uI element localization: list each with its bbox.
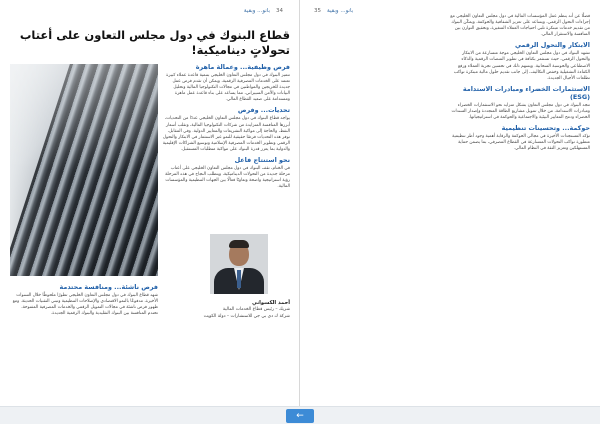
- section-paragraph: في الختام، تقف البنوك في دول مجلس التعاون الخليجي على أعتاب مرحلة جديدة من التحولات الديناميكية، ويتطلب النجاح في هذه المرحلة رؤية استراتيجية واضحة وتعاونًا فعالًا بين الجهات التنظيمية والمؤسسات المالية.: [165, 166, 290, 190]
- author-role: شريك – رئيس قطاع الخدمات المالية: [222, 307, 290, 312]
- left-page-header: [200, 5, 289, 17]
- section-heading: نحو استنتاج فاعل: [234, 156, 290, 165]
- arrow-left-icon: ←: [296, 411, 304, 421]
- page-number: 35: [314, 8, 321, 14]
- author-name: أحمد الكسواني: [251, 300, 290, 306]
- previous-page-button[interactable]: [286, 409, 314, 423]
- section-paragraph: تؤكد المستجدات الأخيرة في مجالي الحوكمة والرقابة أهمية وجود أطر تنظيمية متطورة تواكب التحولات المتسارعة في القطاع المصرفي، بما يضمن حماية المستهلكين وتعزيز الثقة في النظام المالي.: [452, 134, 590, 152]
- author-company: شركة ك دي بي جي للاستشارات – دولة الكويت: [203, 313, 290, 319]
- section-heading: فرص وظيفية... وعمالة ماهرة: [195, 63, 290, 71]
- section-paragraph: تشهد البنوك في دول مجلس التعاون الخليجي موجة متسارعة من الابتكار والتحول الرقمي، حيث تستثمر بكثافة في تطوير المنصات الرقمية والذكاء الاصطناعي والحوسبة السحابية. ويسهم ذلك في تحسين تجربة العملاء ورفع الكفاءة التشغيلية وخفض التكاليف، إلى جانب تقديم حلول مالية مبتكرة تواكب تطلعات الأجيال الجديدة.: [453, 51, 590, 81]
- section-paragraph: تتجه البنوك في دول مجلس التعاون بشكل متزايد نحو الاستثمارات الخضراء ومبادرات الاستدامة، من خلال تمويل مشاريع الطاقة المتجددة وإصدار السندات الخضراء ودمج المعايير البيئية والاجتماعية والحوكمة في استراتيجياتها.: [451, 102, 590, 121]
- left-page-lower-column: [10, 280, 158, 319]
- section-heading: فرص ناشئة... ومنافسة محتدمة: [59, 283, 158, 291]
- author-portrait: [210, 234, 268, 294]
- section-paragraph: شهد قطاع البنوك في دول مجلس التعاون الخليجي تطورًا ملحوظًا خلال السنوات الأخيرة، مدفوعًا بالنمو الاقتصادي والإصلاحات التنظيمية وتبني التقنيات الحديثة. ومع ظهور فرص ناشئة في مجالات التمويل الرقمي والخدمات المصرفية المفتوحة، تحتدم المنافسة بين البنوك التقليدية والبنوك الرقمية الجديدة.: [12, 293, 158, 317]
- magazine-name: بانو... وبقية: [243, 8, 270, 14]
- section-heading: الاستثمارات الخضراء ومبادرات الاستدامة (ESG): [462, 84, 590, 101]
- left-page-text-column: [162, 60, 290, 192]
- right-page-column-right: [450, 14, 590, 154]
- section-paragraph: يواجه قطاع البنوك في دول مجلس التعاون الخليجي عددًا من التحديات، أبرزها المنافسة المتزايدة من شركات التكنولوجيا المالية، وتقلب أسعار النفط، والحاجة إلى مواكبة التشريعات والمعايير الدولية. وفي المقابل، توفر هذه التحديات فرصًا حقيقية للنمو عبر الاستثمار في الابتكار والتحول الرقمي وتطوير الخدمات المصرفية الإسلامية وتوسيع الشراكات الإقليمية والدولية بما يعزز قدرة البنوك على مواكبة متطلبات المستقبل.: [162, 116, 290, 152]
- right-page: [300, 0, 600, 406]
- page-number: 34: [276, 8, 283, 14]
- section-paragraph: فضلًا عن أنه ينظم عمل المؤسسات المالية في دول مجلس التعاون الخليجي مع إجراءات التحول الرقمي، ويساعد على تعزيز الشفافية والحوكمة، ويمكّن البنوك من تقديم خدمات مبتكرة تلبي احتياجات العملاء المتغيرة، وتحقيق التوازن بين المنافسة والاستقرار المالي.: [450, 14, 590, 38]
- left-page: [0, 0, 300, 406]
- section-paragraph: تتميز البنوك في دول مجلس التعاون الخليجي بتنمية قاعدة عملاء كبيرة تعتمد على الخدمات المصرفية الرقمية، ويمكن أن تقدم فرص عمل جديدة للخريجين والمواطنين في مجالات التكنولوجيا المالية وتحليل البيانات والأمن السيبراني، مما يساعد على بناء قاعدة عمل ماهرة ومستدامة على صعيد القطاع المالي.: [166, 73, 290, 103]
- section-heading: حوكمة... وتحسينات تنظيمية: [501, 124, 590, 133]
- magazine-name: بانو... وبقية: [327, 8, 354, 14]
- section-heading: تحديات... وفرص: [237, 106, 290, 115]
- building-photo: [10, 64, 158, 276]
- section-heading: الابتكار والتحول الرقمي: [514, 41, 590, 50]
- article-title: قطاع البنوك في دول مجلس التعاون على أعتاب تحولاتٍ ديناميكية!: [19, 28, 290, 57]
- right-page-header: [308, 5, 428, 17]
- author-caption: [160, 299, 290, 320]
